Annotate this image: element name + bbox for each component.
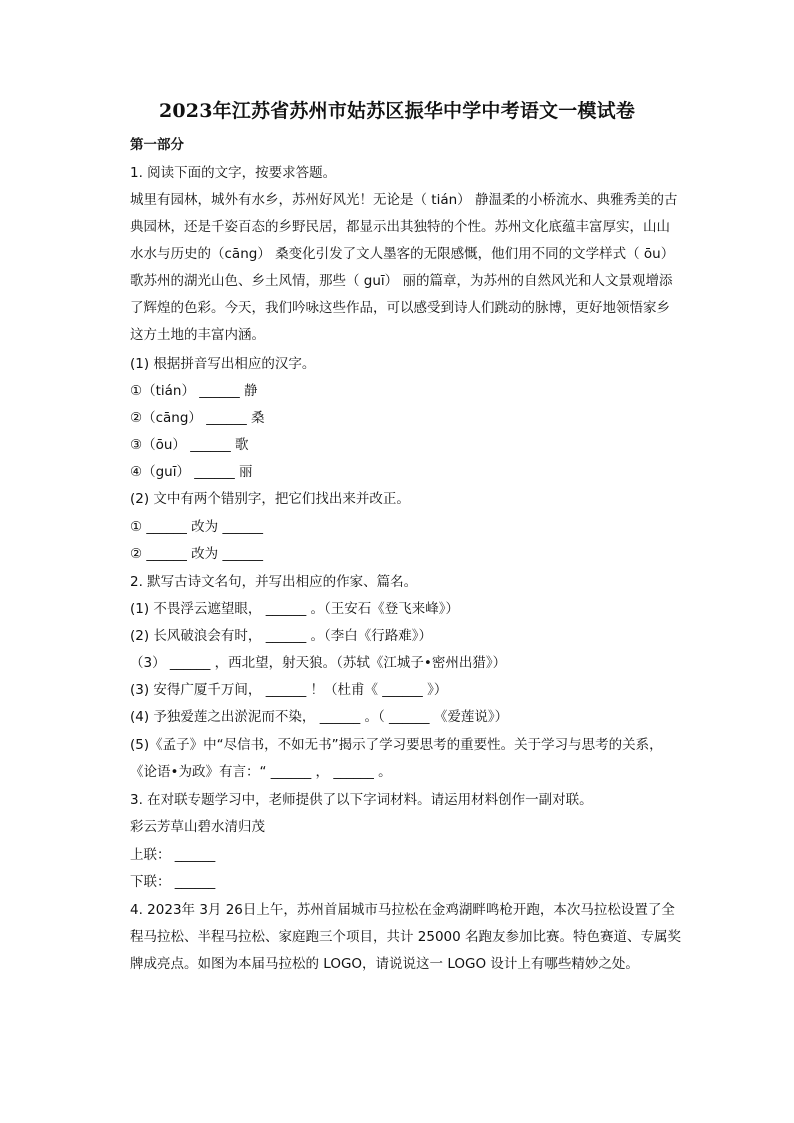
question-4-line: 牌成亮点。如图为本届马拉松的 LOGO，请说说这一 LOGO 设计上有哪些精妙之处。 xyxy=(130,956,639,972)
passage-line: 歌苏州的湖光山色、乡土风情，那些（ guī） 丽的篇章，为苏州的自然风光和人文景观增添 xyxy=(130,273,673,289)
couplet-material: 彩云芳草山碧水清归茂 xyxy=(130,819,265,835)
poem-item-3: （3） ______ ，西北望，射天狼。（苏轼《江城子•密州出猎》） xyxy=(130,655,507,671)
passage-line: 了辉煌的色彩。今天，我们吟咏这些作品，可以感受到诗人们跳动的脉博，更好地领悟家乡 xyxy=(130,300,670,316)
pinyin-item-4: ④（guī） ______ 丽 xyxy=(130,464,253,480)
pinyin-item-2: ②（cāng） ______ 桑 xyxy=(130,410,265,426)
section-label: 第一部分 xyxy=(130,137,184,153)
passage-line: 水水与历史的（cāng） 桑变化引发了文人墨客的无限感慨，他们用不同的文学样式（ ōu） xyxy=(130,246,675,262)
poem-item-4: (3) 安得广厦千万间， ______ ！（杜甫《 ______ 》） xyxy=(130,682,448,698)
poem-item-1: (1) 不畏浮云遮望眼， ______ 。（王安石《登飞来峰》） xyxy=(130,601,459,617)
couplet-upper: 上联： ______ xyxy=(130,847,216,863)
question-4-heading: 4. 2023年 3月 26日上午，苏州首届城市马拉松在金鸡湖畔鸣枪开跑，本次马拉松设置了全 xyxy=(130,902,675,918)
passage-line: 城里有园林，城外有水乡，苏州好风光！无论是（ tián） 静温柔的小桥流水、典雅秀美的古 xyxy=(130,192,678,208)
correction-item-2: ② ______ 改为 ______ xyxy=(130,546,263,562)
question-1-heading: 1. 阅读下面的文字，按要求答题。 xyxy=(130,165,337,181)
couplet-lower: 下联： ______ xyxy=(130,874,216,890)
passage-line: 典园林，还是千姿百态的乡野民居，都显示出其独特的个性。苏州文化底蕴丰富厚实，山山 xyxy=(130,219,670,235)
subquestion-1-2: (2) 文中有两个错别字，把它们找出来并改正。 xyxy=(130,491,410,507)
exam-title: 2023年江苏省苏州市姑苏区振华中学中考语文一模试卷 xyxy=(158,100,636,122)
passage-line: 这方土地的丰富内涵。 xyxy=(130,327,265,343)
question-3-heading: 3. 在对联专题学习中，老师提供了以下字词材料。请运用材料创作一副对联。 xyxy=(130,792,593,808)
question-2-heading: 2. 默写古诗文名句，并写出相应的作家、篇名。 xyxy=(130,574,418,590)
subquestion-1-1: (1) 根据拼音写出相应的汉字。 xyxy=(130,356,316,372)
correction-item-1: ① ______ 改为 ______ xyxy=(130,519,263,535)
poem-item-5: (4) 予独爱莲之出淤泥而不染， ______ 。（ ______ 《爱莲说》） xyxy=(130,709,509,725)
pinyin-item-1: ①（tián） ______ 静 xyxy=(130,383,258,399)
pinyin-item-3: ③（ōu） ______ 歌 xyxy=(130,437,249,453)
poem-item-6: (5)《孟子》中“尽信书，不如无书”揭示了学习要思考的重要性。关于学习与思考的关系， xyxy=(130,737,663,753)
poem-item-6-cont: 《论语•为政》有言：“ ______ ， ______ 。 xyxy=(130,764,392,780)
poem-item-2: (2) 长风破浪会有时， ______ 。（李白《行路难》） xyxy=(130,628,432,644)
question-4-line: 程马拉松、半程马拉松、家庭跑三个项目，共计 25000 名跑友参加比赛。特色赛道、专属奖 xyxy=(130,929,682,945)
